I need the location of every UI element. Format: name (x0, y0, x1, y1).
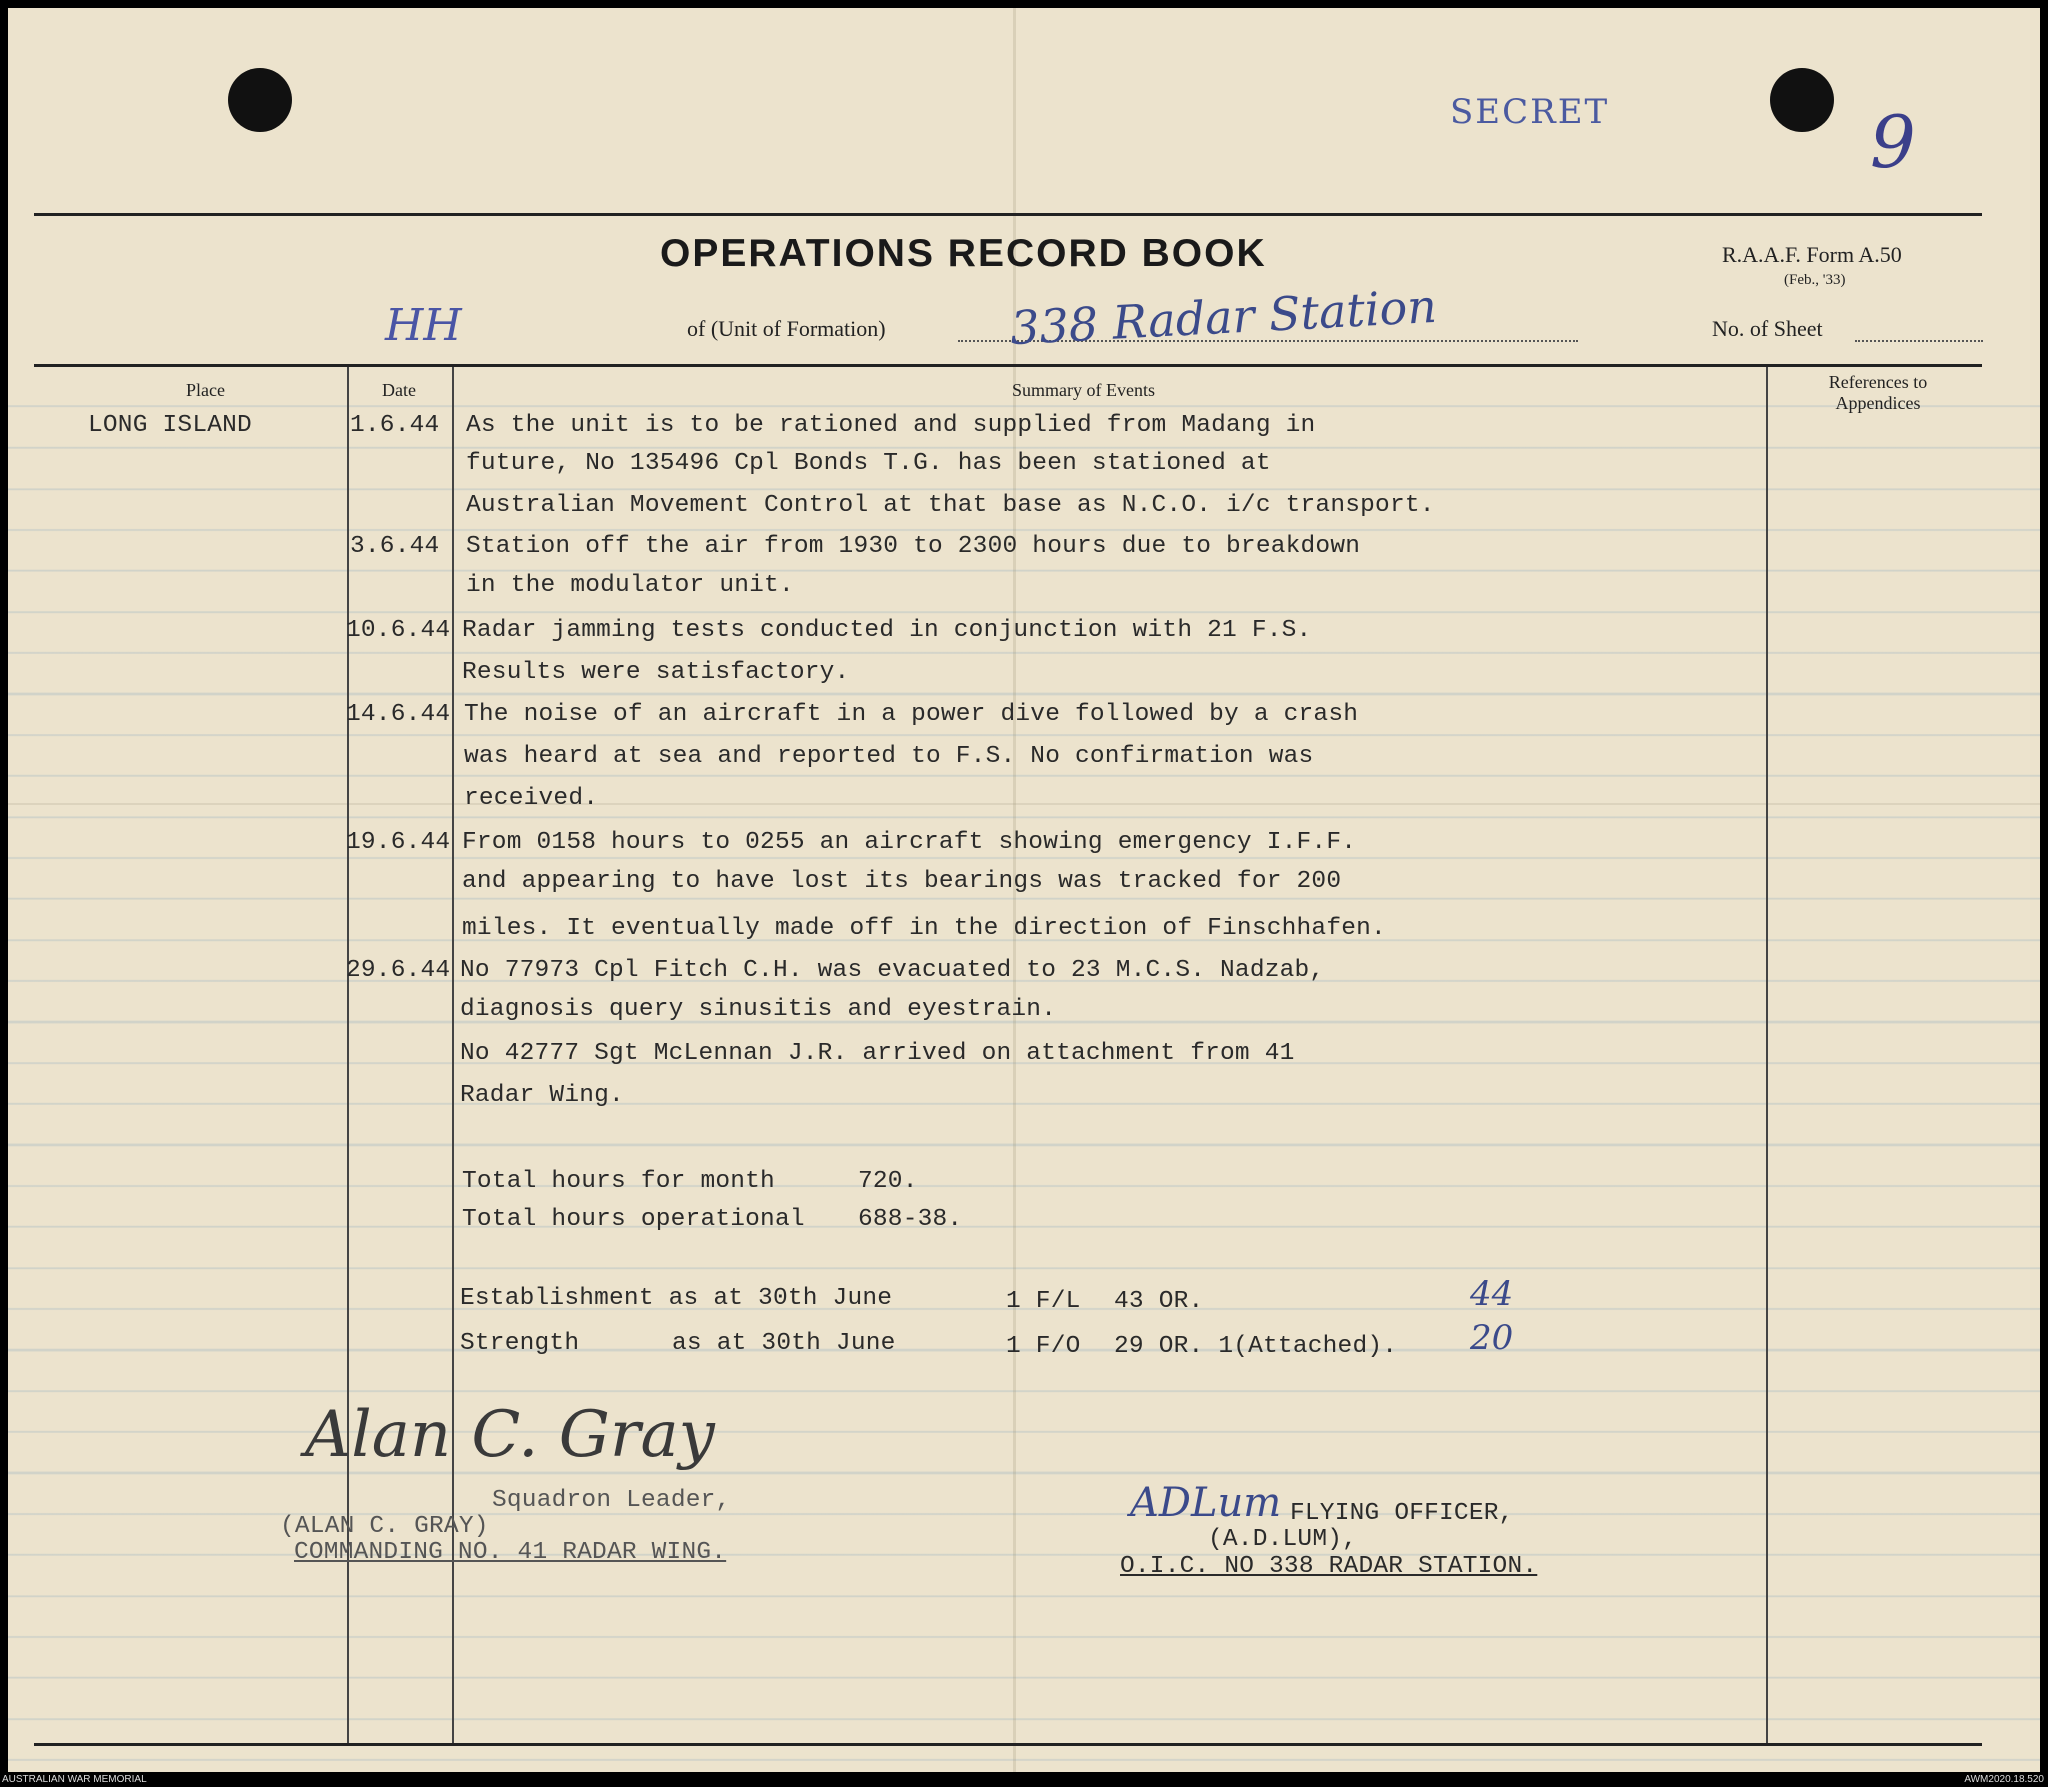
page-number: 9 (1870, 100, 1916, 184)
total-operational-value: 688-38. (858, 1206, 963, 1233)
header-bottom-rule (34, 364, 1982, 367)
entry-line: The noise of an aircraft in a power dive followed by a crash (464, 701, 1359, 728)
entry-line: Station off the air from 1930 to 2300 hours due to breakdown (466, 533, 1361, 560)
footer-archive-id: AWM2020.18.520 (1964, 1774, 2044, 1785)
page-title: OPERATIONS RECORD BOOK (660, 232, 1267, 275)
total-month-label: Total hours for month (462, 1168, 775, 1195)
entry-line: diagnosis query sinusitis and eyestrain. (460, 996, 1057, 1023)
total-operational-label: Total hours operational (462, 1206, 805, 1233)
footer-archive-label: AUSTRALIAN WAR MEMORIAL (2, 1774, 147, 1785)
entry-line: Radar Wing. (460, 1082, 624, 1109)
signature-left: Alan C. Gray (305, 1398, 715, 1472)
unit-value: 338 Radar Station (1008, 278, 1439, 356)
entry-line: No 42777 Sgt McLennan J.R. arrived on attachment from 41 (460, 1040, 1295, 1067)
form-date: (Feb., '33) (1784, 272, 1846, 288)
entry-line: Results were satisfactory. (462, 659, 850, 686)
strength-officers: 1 F/O (1006, 1333, 1081, 1360)
signature-left-rank: Squadron Leader, (492, 1487, 731, 1514)
entry-date: 1.6.44 (350, 412, 440, 439)
signature-right-role: O.I.C. NO 338 RADAR STATION. (1120, 1553, 1538, 1580)
strength-ranks: 29 OR. 1(Attached). (1114, 1333, 1398, 1360)
strength-handwritten-count: 20 (1470, 1318, 1514, 1358)
entry-line: No 77973 Cpl Fitch C.H. was evacuated to 23 M.C.S. Nadzab, (460, 957, 1325, 984)
handwritten-annotation: HH (385, 300, 462, 351)
establishment-officers: 1 F/L (1006, 1288, 1081, 1315)
entry-date: 10.6.44 (346, 617, 451, 644)
entry-line: and appearing to have lost its bearings was tracked for 200 (462, 868, 1342, 895)
header-top-rule (34, 213, 1982, 216)
column-divider-references (1766, 367, 1768, 1745)
signature-right: ADLum (1130, 1480, 1282, 1526)
strength-label: Strength (460, 1330, 580, 1357)
signature-right-rank: FLYING OFFICER, (1290, 1500, 1514, 1527)
signature-left-name: (ALAN C. GRAY) (280, 1513, 489, 1540)
establishment-ranks: 43 OR. (1114, 1288, 1204, 1315)
total-month-value: 720. (858, 1168, 918, 1195)
column-header-place: Place (186, 380, 225, 400)
entry-line: miles. It eventually made off in the direction of Finschhafen. (462, 915, 1386, 942)
entry-date: 3.6.44 (350, 533, 440, 560)
strength-as-at: as at 30th June (672, 1330, 896, 1357)
unit-label: of (Unit of Formation) (687, 316, 886, 341)
entry-line: received. (464, 785, 599, 812)
column-header-summary: Summary of Events (1012, 380, 1155, 400)
entry-line: future, No 135496 Cpl Bonds T.G. has been stationed at (466, 450, 1271, 477)
entry-line: was heard at sea and reported to F.S. No confirmation was (464, 743, 1314, 770)
column-header-date: Date (382, 380, 416, 400)
classification-stamp: SECRET (1450, 92, 1610, 132)
entry-date: 29.6.44 (346, 957, 451, 984)
entry-line: From 0158 hours to 0255 an aircraft showing emergency I.F.F. (462, 829, 1357, 856)
entry-line: Radar jamming tests conducted in conjunction with 21 F.S. (462, 617, 1312, 644)
sheet-label: No. of Sheet (1712, 316, 1823, 341)
signature-right-name: (A.D.LUM), (1208, 1526, 1358, 1553)
sheet-dotted-line (1855, 340, 1983, 342)
entry-line: in the modulator unit. (466, 572, 794, 599)
column-header-references: References to Appendices (1828, 372, 1928, 413)
entry-date: 14.6.44 (346, 701, 451, 728)
place-value: LONG ISLAND (88, 412, 252, 439)
entry-line: Australian Movement Control at that base as N.C.O. i/c transport. (466, 492, 1435, 519)
establishment-handwritten-count: 44 (1470, 1274, 1514, 1314)
signature-left-role: COMMANDING NO. 41 RADAR WING. (294, 1539, 727, 1566)
entry-line: As the unit is to be rationed and supplied from Madang in (466, 412, 1316, 439)
establishment-label: Establishment as at 30th June (460, 1285, 893, 1312)
fold-crease-horizontal (8, 803, 2040, 805)
punch-hole-left (228, 68, 292, 132)
form-code: R.A.A.F. Form A.50 (1722, 242, 1902, 267)
entry-date: 19.6.44 (346, 829, 451, 856)
punch-hole-right (1770, 68, 1834, 132)
page-bottom-rule (34, 1743, 1982, 1746)
